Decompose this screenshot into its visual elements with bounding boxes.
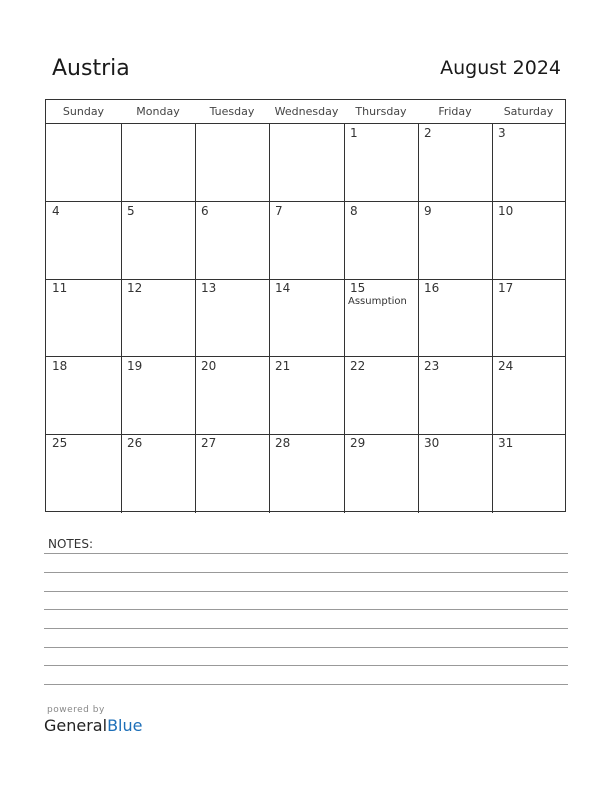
day-number: 6 (201, 203, 209, 218)
notes-label: NOTES: (48, 537, 93, 551)
calendar-grid (45, 99, 566, 512)
day-cell[interactable] (344, 357, 418, 435)
month-year-title: August 2024 (440, 57, 561, 79)
weekday-thursday: Thursday (355, 105, 407, 118)
grid-column-divider (418, 124, 419, 513)
day-cell[interactable] (492, 357, 565, 435)
grid-column-divider (492, 124, 493, 513)
day-cell[interactable] (418, 434, 492, 512)
week-row (46, 357, 565, 435)
day-number: 27 (201, 436, 217, 451)
weekday-wednesday: Wednesday (274, 105, 339, 118)
day-cell[interactable] (121, 124, 195, 202)
day-number: 1 (350, 126, 358, 140)
grid-row-divider (46, 434, 565, 435)
day-number: 26 (127, 436, 143, 451)
day-number: 9 (424, 203, 432, 218)
grid-row-divider (46, 356, 565, 357)
day-cell[interactable] (418, 279, 492, 357)
day-number: 3 (498, 126, 506, 140)
generalblue-logo[interactable] (44, 716, 142, 735)
day-cell[interactable] (418, 124, 492, 202)
day-cell[interactable] (418, 202, 492, 280)
day-number: 8 (350, 203, 358, 218)
week-row (46, 279, 565, 357)
day-cell[interactable] (46, 202, 121, 280)
day-number: 25 (52, 436, 68, 451)
day-cell[interactable] (121, 202, 195, 280)
day-number: 10 (498, 203, 514, 218)
day-cell[interactable] (121, 434, 195, 512)
day-cell[interactable] (269, 357, 344, 435)
week-row (46, 124, 565, 202)
day-number: 16 (424, 281, 440, 296)
country-title: Austria (52, 56, 130, 81)
day-number: 23 (424, 358, 440, 373)
day-cell[interactable] (46, 434, 121, 512)
grid-column-divider (344, 124, 345, 513)
note-line (44, 572, 568, 573)
day-number: 28 (275, 436, 291, 451)
day-cell[interactable] (195, 279, 269, 357)
day-number: 18 (52, 358, 68, 373)
grid-column-divider (269, 124, 270, 513)
day-number: 19 (127, 358, 143, 373)
grid-row-divider (46, 201, 565, 202)
day-number: 22 (350, 358, 366, 373)
weekday-monday: Monday (136, 105, 180, 118)
day-cell[interactable] (46, 357, 121, 435)
day-number: 20 (201, 358, 217, 373)
day-cell[interactable] (492, 202, 565, 280)
powered-by-text: powered by (47, 705, 105, 715)
note-line (44, 553, 568, 554)
day-number: 4 (52, 203, 60, 218)
note-line (44, 647, 568, 648)
day-cell[interactable] (46, 279, 121, 357)
day-number: 12 (127, 281, 143, 296)
day-cell[interactable] (344, 124, 418, 202)
note-line (44, 628, 568, 629)
grid-column-divider (121, 124, 122, 513)
holiday-label: Assumption (348, 296, 407, 308)
day-number: 13 (201, 281, 217, 296)
day-number: 15 (350, 281, 366, 296)
day-cell[interactable] (344, 434, 418, 512)
day-cell[interactable] (269, 279, 344, 357)
day-cell[interactable] (269, 202, 344, 280)
day-number: 24 (498, 358, 514, 373)
weekday-saturday: Saturday (503, 105, 554, 118)
day-cell[interactable] (121, 279, 195, 357)
note-line (44, 684, 568, 685)
day-number: 7 (275, 203, 283, 218)
week-row (46, 202, 565, 280)
day-number: 31 (498, 436, 514, 451)
day-cell[interactable] (121, 357, 195, 435)
day-cell[interactable] (492, 279, 565, 357)
day-number: 2 (424, 126, 432, 140)
weekday-friday: Friday (438, 105, 472, 118)
weekday-header-row (46, 100, 565, 124)
day-number: 11 (52, 281, 68, 296)
day-cell[interactable] (269, 434, 344, 512)
weekday-sunday: Sunday (62, 105, 105, 118)
note-line (44, 591, 568, 592)
day-cell[interactable] (195, 357, 269, 435)
brand-general: General (44, 716, 108, 735)
day-number: 21 (275, 358, 291, 373)
brand-blue: Blue (107, 716, 143, 735)
day-cell[interactable] (46, 124, 121, 202)
grid-column-divider (195, 124, 196, 513)
day-cell[interactable] (195, 124, 269, 202)
day-cell[interactable] (344, 279, 418, 357)
day-cell[interactable] (195, 434, 269, 512)
day-cell[interactable] (344, 202, 418, 280)
day-cell[interactable] (492, 434, 565, 512)
day-number: 29 (350, 436, 366, 451)
day-cell[interactable] (492, 124, 565, 202)
note-line (44, 609, 568, 610)
week-row (46, 434, 565, 512)
day-number: 5 (127, 203, 135, 218)
day-number: 30 (424, 436, 440, 451)
day-cell[interactable] (269, 124, 344, 202)
day-number: 14 (275, 281, 291, 296)
day-number: 17 (498, 281, 514, 296)
note-line (44, 665, 568, 666)
weekday-tuesday: Tuesday (209, 105, 255, 118)
day-cell[interactable] (418, 357, 492, 435)
day-cell[interactable] (195, 202, 269, 280)
grid-row-divider (46, 279, 565, 280)
